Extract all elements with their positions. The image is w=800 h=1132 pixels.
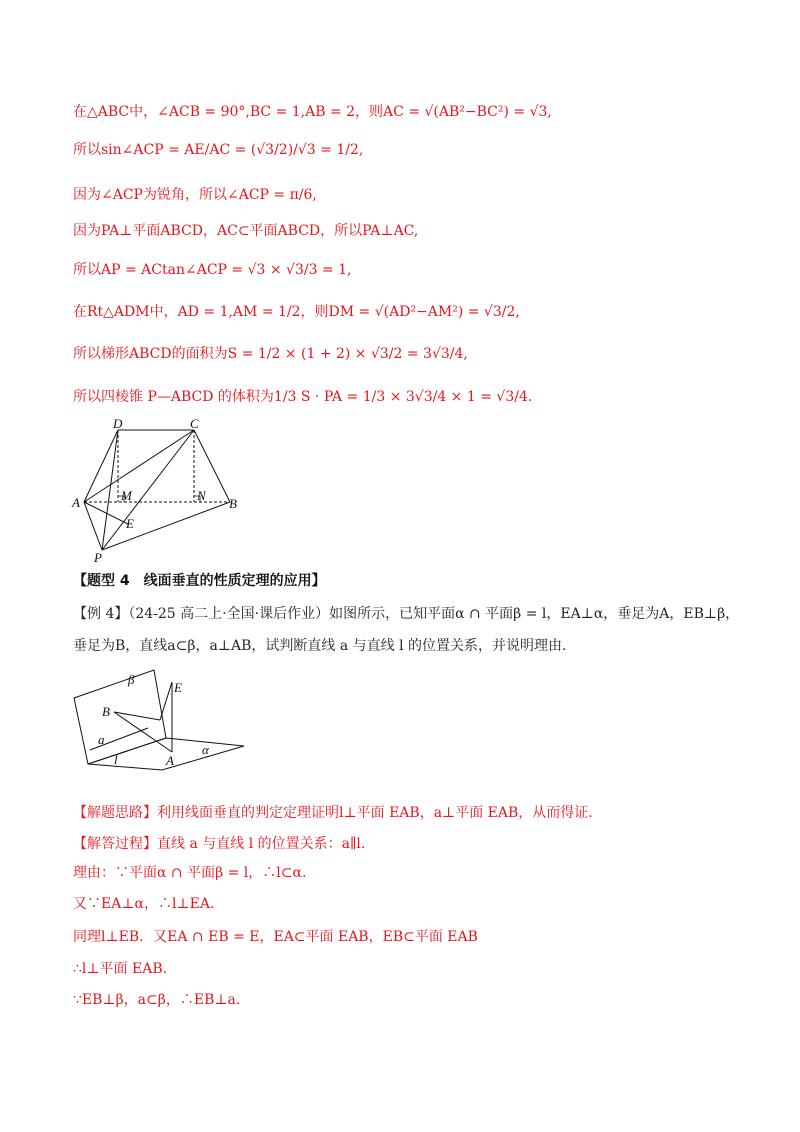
solution2-line-2: 【解答过程】直线 a 与直线 l 的位置关系：a∥l. xyxy=(73,836,366,852)
solution-line-3: 因为∠ACP为锐角，所以∠ACP = π/6, xyxy=(73,187,317,203)
example-line-2: 垂足为B，直线a⊂β，a⊥AB，试判断直线 a 与直线 l 的位置关系，并说明理由. xyxy=(73,638,567,654)
solution-line-5: 所以AP = ACtan∠ACP = √3 × √3/3 = 1, xyxy=(73,262,352,278)
label-B: B xyxy=(229,496,237,511)
solution2-line-1: 【解题思路】利用线面垂直的判定定理证明l⊥平面 EAB，a⊥平面 EAB，从而得证. xyxy=(73,805,593,821)
solution-line-8: 所以四棱锥 P—ABCD 的体积为1/3 S · PA = 1/3 × 3√3/4 × 1 = √3/4. xyxy=(73,389,533,405)
solution-line-2: 所以sin∠ACP = AE/AC = (√3/2)/√3 = 1/2, xyxy=(73,142,364,158)
label-l: l xyxy=(114,752,118,767)
label-A2: A xyxy=(166,753,174,768)
label-E2: E xyxy=(174,680,182,695)
section-heading: 【题型 4 线面垂直的性质定理的应用】 xyxy=(73,573,326,589)
label-E: E xyxy=(126,516,134,531)
label-D: D xyxy=(113,416,123,431)
solution2-line-7: ∵EB⊥β，a⊂β，∴EB⊥a. xyxy=(73,992,241,1008)
label-M: M xyxy=(121,488,132,503)
pyramid-figure xyxy=(70,416,250,566)
solution2-line-4: 又∵EA⊥α，∴l⊥EA. xyxy=(73,896,215,912)
example-line-1: 【例 4】（24-25 高二上·全国·课后作业）如图所示，已知平面α ∩ 平面β = l，EA⊥α，垂足为A，EB⊥β， xyxy=(73,606,740,622)
solution2-line-6: ∴l⊥平面 EAB. xyxy=(73,961,168,977)
solution-line-7: 所以梯形ABCD的面积为S = 1/2 × (1 + 2) × √3/2 = 3√3/4, xyxy=(73,346,468,362)
label-beta: β xyxy=(128,672,135,687)
label-C: C xyxy=(190,416,199,431)
label-a: a xyxy=(98,732,105,747)
label-N: N xyxy=(197,488,206,503)
label-P: P xyxy=(94,550,102,565)
planes-figure xyxy=(70,664,250,774)
label-alpha: α xyxy=(202,742,209,757)
solution-line-4: 因为PA⊥平面ABCD，AC⊂平面ABCD，所以PA⊥AC, xyxy=(73,223,419,239)
solution-line-6: 在Rt△ADM中，AD = 1,AM = 1/2，则DM = √(AD²−AM²) = √3/2, xyxy=(73,304,520,320)
label-A: A xyxy=(72,495,80,510)
label-B2: B xyxy=(102,704,110,719)
solution2-line-5: 同理l⊥EB．又EA ∩ EB = E，EA⊂平面 EAB，EB⊂平面 EAB xyxy=(73,929,478,945)
solution-line-1: 在△ABC中，∠ACB = 90°,BC = 1,AB = 2，则AC = √(AB²−BC²) = √3, xyxy=(73,104,552,120)
solution2-line-3: 理由：∵平面α ∩ 平面β = l，∴l⊂α. xyxy=(73,865,307,881)
